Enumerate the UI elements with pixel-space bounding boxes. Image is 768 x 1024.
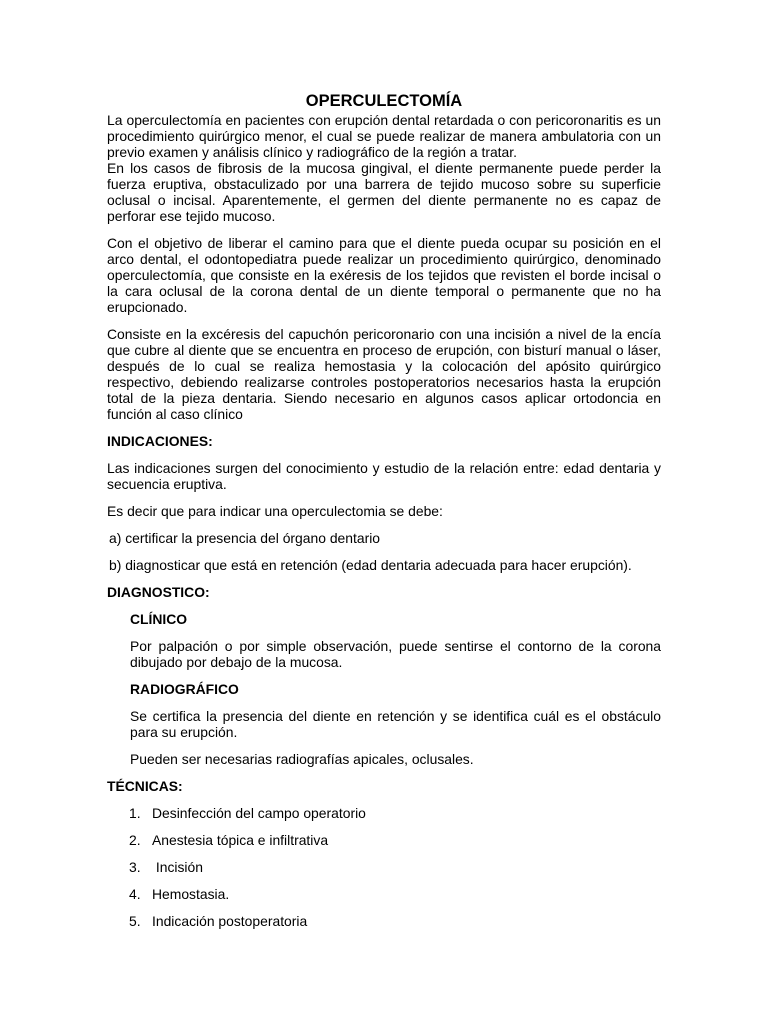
intro-paragraph-3: Con el objetivo de liberar el camino para que el diente pueda ocupar su posición en el arco dental, el odontopediatra puede realizar un procedimiento quirúrgico, denominado operculectomía, que consiste en la exéresis de los tejidos que revisten el borde incisal o la cara oclusal de la corona dental de un diente temporal o permanente que no ha erupcionado.	[107, 235, 661, 315]
indicaciones-paragraph-1: Las indicaciones surgen del conocimiento y estudio de la relación entre: edad dentaria y secuencia eruptiva.	[107, 460, 661, 492]
indicaciones-item-b: b) diagnosticar que está en retención (edad dentaria adecuada para hacer erupción).	[109, 557, 632, 573]
list-item-label: Desinfección del campo operatorio	[152, 805, 366, 821]
list-item-number: 5.	[129, 913, 141, 929]
list-item-label: Hemostasia.	[152, 886, 230, 902]
list-item-number: 3.	[129, 859, 141, 875]
indicaciones-heading: INDICACIONES:	[107, 433, 213, 449]
diagnostico-heading: DIAGNOSTICO:	[107, 584, 210, 600]
intro-paragraph-2: En los casos de fibrosis de la mucosa gingival, el diente permanente puede perder la fuerza eruptiva, obstaculizado por una barrera de tejido mucoso sobre su superficie oclusal o incisal. Aparentemente, el germen del diente permanente no es capaz de perforar ese tejido mucoso.	[107, 160, 661, 224]
radiografico-text-2: Pueden ser necesarias radiografías apicales, oclusales.	[130, 751, 474, 767]
indicaciones-paragraph-2: Es decir que para indicar una operculectomia se debe:	[107, 503, 443, 519]
list-item-label: Indicación postoperatoria	[152, 913, 308, 929]
list-item	[129, 832, 661, 848]
list-item-number: 2.	[129, 832, 141, 848]
indicaciones-item-a: a) certificar la presencia del órgano dentario	[109, 530, 381, 546]
intro-paragraph-4: Consiste en la excéresis del capuchón pericoronario con una incisión a nivel de la encía que cubre al diente que se encuentra en proceso de erupción, con bisturí manual o láser, después de lo cual se realiza hemostasia y la colocación del apósito quirúrgico respectivo, debiendo realizarse controles postoperatorios necesarios hasta la erupción total de la pieza dentaria. Siendo necesario en algunos casos aplicar ortodoncia en función al caso clínico	[107, 326, 661, 422]
clinico-text: Por palpación o por simple observación, puede sentirse el contorno de la corona dibujado por debajo de la mucosa.	[130, 638, 661, 670]
intro-paragraph-1: La operculectomía en pacientes con erupción dental retardada o con pericoronaritis es un procedimiento quirúrgico menor, el cual se puede realizar de manera ambulatoria con un previo examen y análisis clínico y radiográfico de la región a tratar.	[107, 112, 661, 160]
clinico-heading: CLÍNICO	[130, 611, 188, 627]
tecnicas-list	[129, 805, 661, 929]
radiografico-heading: RADIOGRÁFICO	[130, 681, 239, 697]
document-title: OPERCULECTOMÍA	[305, 92, 463, 110]
list-item-label: Anestesia tópica e infiltrativa	[152, 832, 329, 848]
list-item-number: 1.	[129, 805, 141, 821]
radiografico-text-1: Se certifica la presencia del diente en retención y se identifica cuál es el obstáculo para su erupción.	[130, 708, 661, 740]
list-item	[129, 805, 661, 821]
document-page	[107, 91, 661, 929]
list-item-label: Incisión	[152, 859, 203, 875]
tecnicas-heading: TÉCNICAS:	[107, 778, 183, 794]
list-item	[129, 859, 661, 875]
list-item	[129, 913, 661, 929]
list-item-number: 4.	[129, 886, 141, 902]
list-item	[129, 886, 661, 902]
